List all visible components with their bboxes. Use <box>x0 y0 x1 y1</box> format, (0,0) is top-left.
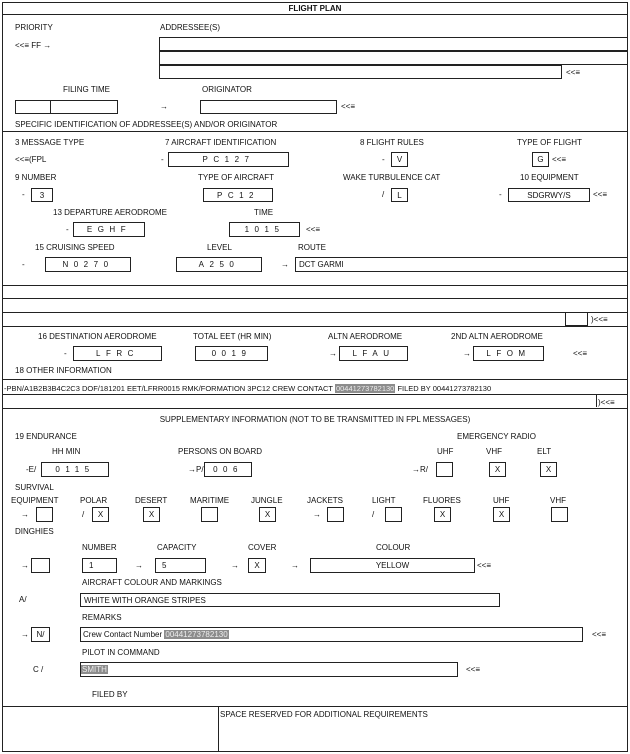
priority-value: <<≡ FF → <box>15 41 52 50</box>
filing-arrow: → <box>160 102 168 111</box>
endurance-label: 19 ENDURANCE <box>15 432 77 441</box>
filing-time-box-1[interactable] <box>15 100 51 114</box>
cruising-dash: - <box>22 260 25 269</box>
destination-input[interactable]: LFRC <box>73 346 162 361</box>
frame-top <box>2 2 628 3</box>
reserved-divider <box>218 706 219 752</box>
filing-time-box-2[interactable] <box>50 100 118 114</box>
survival-label: SURVIVAL <box>15 483 54 492</box>
type-of-flight-label: TYPE OF FLIGHT <box>517 138 582 147</box>
wake-turbulence-label: WAKE TURBULENCE CAT <box>343 173 441 182</box>
originator-label: ORIGINATOR <box>202 85 252 94</box>
radio-uhf-box[interactable] <box>436 462 453 477</box>
dinghy-colour-input[interactable]: YELLOW <box>310 558 475 573</box>
section-divider-1 <box>2 131 628 132</box>
number-input[interactable]: 3 <box>31 188 53 202</box>
addressees-label: ADDRESSEE(S) <box>160 23 221 32</box>
type-of-aircraft-input[interactable]: PC12 <box>203 188 273 202</box>
jackets-label: JACKETS <box>307 496 344 505</box>
survival-arrow: → <box>21 510 29 519</box>
redacted-phone: 00441273782130 <box>335 384 395 393</box>
jackets-box[interactable] <box>327 507 344 522</box>
jungle-label: JUNGLE <box>251 496 283 505</box>
level-label: LEVEL <box>207 243 232 252</box>
dinghy-capacity-arrow: → <box>135 561 143 570</box>
remarks-label: REMARKS <box>82 613 122 622</box>
endurance-prefix: -E/ <box>26 465 37 474</box>
dinghy-end-marker: <<≡ <box>477 561 492 570</box>
message-type-label: 3 MESSAGE TYPE <box>15 138 85 147</box>
cruising-speed-label: 15 CRUISING SPEED <box>35 243 115 252</box>
time-label: TIME <box>254 208 274 217</box>
other-information-label: 18 OTHER INFORMATION <box>15 366 112 375</box>
number-dash: - <box>22 190 25 199</box>
addressee-line-2[interactable] <box>159 51 628 65</box>
route-line-2 <box>2 298 628 299</box>
jackets-arrow: → <box>313 510 321 519</box>
fluores-box[interactable]: X <box>434 507 451 522</box>
type-of-flight-input[interactable]: G <box>532 152 549 167</box>
fluores-label: FLUORES <box>423 496 461 505</box>
pilot-end-marker: <<≡ <box>466 665 481 674</box>
destination-dash: - <box>64 349 67 358</box>
other-end-marker: )<<≡ <box>598 398 615 407</box>
reserved-space-label: SPACE RESERVED FOR ADDITIONAL REQUIREMENTS <box>220 710 428 719</box>
equipment-sub-label: EQUIPMENT <box>11 496 59 505</box>
endurance-input[interactable]: 0115 <box>41 462 109 477</box>
pilot-in-command-input[interactable] <box>80 662 458 677</box>
dinghy-capacity-label: CAPACITY <box>157 543 197 552</box>
altn2-aerodrome-label: 2ND ALTN AERODROME <box>451 332 543 341</box>
maritime-box[interactable] <box>201 507 218 522</box>
wake-turbulence-input[interactable]: L <box>391 188 408 202</box>
jackets-uhf-box[interactable]: X <box>493 507 510 522</box>
light-label: LIGHT <box>372 496 396 505</box>
altn-aerodrome-label: ALTN AERODROME <box>328 332 403 341</box>
dinghies-box[interactable] <box>31 558 50 573</box>
total-eet-input[interactable]: 0019 <box>195 346 268 361</box>
desert-label: DESERT <box>135 496 168 505</box>
aircraft-id-input[interactable]: PC127 <box>168 152 289 167</box>
pilot-redacted-name: SMITH <box>82 665 107 674</box>
radio-vhf-box[interactable]: X <box>489 462 506 477</box>
message-type-value: <<≡(FPL <box>15 155 47 164</box>
dinghy-cover-box[interactable]: X <box>248 558 266 573</box>
route-line-3 <box>2 312 628 313</box>
equipment-input[interactable]: SDGRWY/S <box>508 188 590 202</box>
filing-time-label: FILING TIME <box>63 85 110 94</box>
jackets-uhf-label: UHF <box>493 496 510 505</box>
form-title: FLIGHT PLAN <box>288 4 342 13</box>
emergency-radio-label: EMERGENCY RADIO <box>457 432 536 441</box>
flight-rules-input[interactable]: V <box>391 152 408 167</box>
destination-label: 16 DESTINATION AERODROME <box>38 332 157 341</box>
addressee-line-1[interactable] <box>159 37 628 51</box>
departure-dash: - <box>66 225 69 234</box>
pob-prefix: →P/ <box>188 465 204 474</box>
other-info-line-2 <box>2 394 628 395</box>
dinghy-capacity-input[interactable]: 5 <box>155 558 206 573</box>
frame-bottom <box>2 751 628 752</box>
type-of-aircraft-label: TYPE OF AIRCRAFT <box>198 173 275 182</box>
dinghy-colour-label: COLOUR <box>376 543 411 552</box>
dinghy-number-input[interactable]: 1 <box>82 558 117 573</box>
polar-box[interactable]: X <box>92 507 109 522</box>
dinghies-label: DINGHIES <box>15 527 54 536</box>
dinghies-arrow: → <box>21 561 29 570</box>
total-eet-label: TOTAL EET (HR MIN) <box>193 332 272 341</box>
other-end-divider <box>596 395 597 407</box>
maritime-label: MARITIME <box>190 496 230 505</box>
dinghy-cover-label: COVER <box>248 543 277 552</box>
departure-label: 13 DEPARTURE AERODROME <box>53 208 167 217</box>
aircraft-id-dash: - <box>161 155 164 164</box>
wake-slash: / <box>382 190 385 199</box>
equipment-label: 10 EQUIPMENT <box>520 173 579 182</box>
remarks-input[interactable]: Crew Contact Number 00441273782130 <box>80 627 583 642</box>
departure-time-input[interactable]: 1015 <box>229 222 300 237</box>
frame-left <box>2 2 3 752</box>
radio-vhf-label: VHF <box>486 447 502 456</box>
altn-arrow: → <box>329 349 337 358</box>
originator-end-marker: <<≡ <box>341 102 356 111</box>
priority-label: PRIORITY <box>15 23 53 32</box>
section-divider-2 <box>2 326 628 327</box>
route-end-marker: )<<≡ <box>591 315 608 324</box>
section-divider-3 <box>2 408 628 409</box>
remarks-prefix-box[interactable]: N/ <box>31 627 50 642</box>
route-label: ROUTE <box>298 243 326 252</box>
aircraft-colour-input[interactable]: WHITE WITH ORANGE STRIPES <box>80 593 500 607</box>
number-label: 9 NUMBER <box>15 173 57 182</box>
aircraft-colour-prefix: A/ <box>19 595 27 604</box>
desert-box[interactable]: X <box>143 507 160 522</box>
radio-prefix: →R/ <box>412 465 428 474</box>
route-input[interactable]: DCT GARMI <box>295 257 628 272</box>
addressees-end-marker: <<≡ <box>566 68 581 77</box>
route-line-1 <box>2 285 628 286</box>
jungle-box[interactable]: X <box>259 507 276 522</box>
equipment-end-marker: <<≡ <box>593 190 608 199</box>
altn2-arrow: → <box>463 349 471 358</box>
title-divider <box>2 14 628 15</box>
jackets-vhf-label: VHF <box>550 496 566 505</box>
remarks-arrow: → <box>21 630 29 639</box>
remarks-redacted-phone: 00441273782130 <box>165 630 228 639</box>
dinghy-colour-arrow: → <box>291 561 299 570</box>
departure-end-marker: <<≡ <box>306 225 321 234</box>
cruising-speed-input[interactable]: N0270 <box>45 257 131 272</box>
radio-elt-label: ELT <box>537 447 552 456</box>
flight-rules-dash: - <box>382 155 385 164</box>
remarks-end-marker: <<≡ <box>592 630 607 639</box>
radio-elt-box[interactable]: X <box>540 462 557 477</box>
route-end-box[interactable] <box>565 312 588 326</box>
supplementary-heading: SUPPLEMENTARY INFORMATION (NOT TO BE TRANSMITTED IN FPL MESSAGES) <box>159 415 471 424</box>
altn2-aerodrome-input[interactable]: LFOM <box>473 346 544 361</box>
pilot-in-command-label: PILOT IN COMMAND <box>82 648 160 657</box>
aircraft-colour-label: AIRCRAFT COLOUR AND MARKINGS <box>82 578 222 587</box>
flight-rules-label: 8 FLIGHT RULES <box>360 138 424 147</box>
light-box[interactable] <box>385 507 402 522</box>
jackets-vhf-box[interactable] <box>551 507 568 522</box>
other-information-text: -PBN/A1B2B3B4C2C3 DOF/181201 EET/LFRR0015 RMK/FORMATION 3PC12 CREW CONTACT 00441273782130 FILED BY 00441273782130 <box>4 384 492 393</box>
originator-input[interactable] <box>200 100 337 114</box>
polar-label: POLAR <box>80 496 108 505</box>
specific-identification-label: SPECIFIC IDENTIFICATION OF ADDRESSEE(S) AND/OR ORIGINATOR <box>15 120 278 129</box>
pob-input[interactable]: 006 <box>204 462 252 477</box>
dinghy-cover-arrow: → <box>231 561 239 570</box>
hh-min-label: HH MIN <box>52 447 81 456</box>
addressee-line-3[interactable] <box>159 65 562 79</box>
route-arrow: → <box>281 260 289 269</box>
type-of-flight-end-marker: <<≡ <box>552 155 567 164</box>
level-input[interactable]: A250 <box>176 257 262 272</box>
departure-input[interactable]: EGHF <box>73 222 145 237</box>
other-info-top-line <box>2 379 628 380</box>
frame-right <box>627 2 628 752</box>
altn-aerodrome-input[interactable]: LFAU <box>339 346 408 361</box>
pilot-prefix: C / <box>33 665 44 674</box>
survival-equipment-box[interactable] <box>36 507 53 522</box>
persons-on-board-label: PERSONS ON BOARD <box>178 447 263 456</box>
radio-uhf-label: UHF <box>437 447 454 456</box>
polar-slash: / <box>82 510 85 519</box>
destination-end-marker: <<≡ <box>573 349 588 358</box>
filed-by-label: FILED BY <box>92 690 128 699</box>
dinghy-number-label: NUMBER <box>82 543 117 552</box>
light-slash: / <box>372 510 375 519</box>
equipment-dash: - <box>499 190 502 199</box>
aircraft-id-label: 7 AIRCRAFT IDENTIFICATION <box>165 138 277 147</box>
filed-by-divider <box>2 706 628 707</box>
